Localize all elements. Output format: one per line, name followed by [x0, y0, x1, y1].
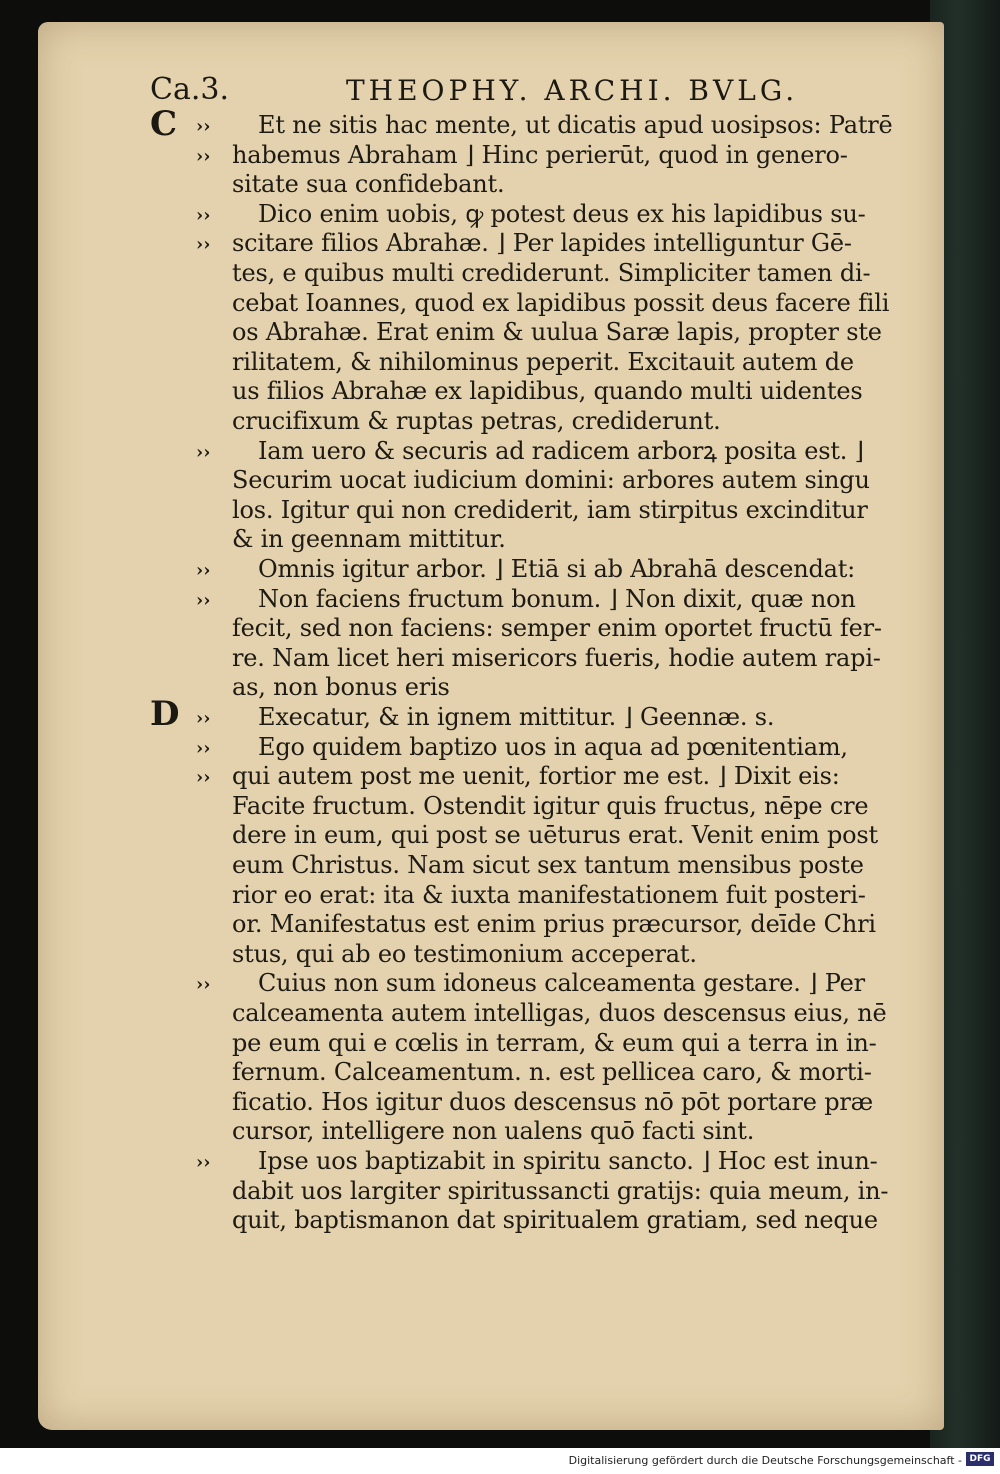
text-line: & in geennam mittitur.	[232, 525, 506, 554]
text-line: qui autem post me uenit, fortior me est. ⌋ Dixit eis:	[232, 762, 840, 791]
text-line: eum Christus. Nam sicut sex tantum mensibus poste	[232, 851, 864, 879]
text-line: crucifixum & ruptas petras, crediderunt.	[232, 407, 721, 435]
quote-marker: ››	[196, 145, 211, 167]
chapter-folio: Ca.3.	[150, 72, 229, 107]
quote-marker: ››	[196, 1152, 211, 1173]
running-head	[150, 72, 910, 112]
text-line: Ipse uos baptizabit in spiritu sancto. ⌋ Hoc est inun-	[258, 1147, 878, 1175]
quote-marker: ››	[196, 441, 211, 463]
text-line: quit, baptismanon dat spiritualem gratiam, sed neque	[232, 1206, 878, 1235]
text-line: dabit uos largiter spiritussancti gratijs: quia meum, in-	[232, 1176, 889, 1205]
text-line: dere in eum, qui post se uēturus erat. Venit enim post	[232, 821, 878, 850]
dfg-logo: DFG	[966, 1452, 994, 1466]
text-line: as, non bonus eris	[232, 673, 450, 702]
text-line: fecit, sed non faciens: semper enim oportet fructū fer-	[232, 614, 882, 643]
text-line: stus, qui ab eo testimonium acceperat.	[232, 939, 697, 968]
text-line: scitare filios Abrahæ. ⌋ Per lapides intelliguntur Gē-	[232, 229, 852, 258]
text-line: Et ne sitis hac mente, ut dicatis apud uosipsos: Patrē	[258, 111, 893, 139]
text-line: los. Igitur qui non crediderit, iam stirpitus excinditur	[232, 495, 868, 524]
text-line: Ego quidem baptizo uos in aqua ad pœnitentiam,	[258, 732, 848, 761]
text-line: rior eo erat: ita & iuxta manifestationem fuit posteri-	[232, 880, 866, 909]
quote-marker: ››	[196, 708, 211, 729]
text-line: tes, e quibus multi crediderunt. Simpliciter tamen di-	[232, 259, 871, 287]
text-line: or. Manifestatus est enim prius præcursor, deīde Chri	[232, 910, 876, 939]
text-line: ficatio. Hos igitur duos descensus nō pōt portare præ	[232, 1087, 874, 1116]
text-line: cursor, intelligere non ualens quō facti sint.	[232, 1117, 755, 1146]
footer-bar	[0, 1448, 1000, 1474]
text-line: Omnis igitur arbor. ⌋ Etiā si ab Abrahā descendat:	[258, 555, 856, 583]
text-line: fernum. Calceamentum. n. est pellicea caro, & morti-	[232, 1058, 872, 1087]
quote-marker: ››	[196, 974, 211, 996]
text-line: Non faciens fructum bonum. ⌋ Non dixit, quæ non	[258, 584, 856, 613]
quote-marker: ››	[196, 767, 211, 789]
text-line: Cuius non sum idoneus calceamenta gestare. ⌋ Per	[258, 969, 865, 998]
text-line: rilitatem, & nihilominus peperit. Excitauit autem de	[232, 347, 854, 376]
quote-marker: ››	[196, 204, 211, 226]
quote-marker: ››	[196, 234, 211, 256]
text-line: os Abrahæ. Erat enim & uulua Saræ lapis, propter ste	[232, 318, 882, 347]
margin-letter-d: D	[150, 694, 180, 734]
text-line: cebat Ioannes, quod ex lapidibus possit deus facere fili	[232, 288, 890, 317]
text-line: Securim uocat iudicium domini: arbores autem singu	[232, 466, 870, 495]
quote-marker: ››	[196, 737, 211, 759]
text-line: calceamenta autem intelligas, duos descensus eius, nē	[232, 999, 887, 1027]
quote-marker: ››	[196, 589, 211, 611]
text-line: habemus Abraham ⌋ Hinc perierūt, quod in genero-	[232, 140, 848, 169]
text-line: Iam uero & securis ad radicem arborꝝ posita est. ⌋	[258, 436, 864, 465]
funding-notice: Digitalisierung gefördert durch die Deutsche Forschungsgemeinschaft -	[568, 1454, 962, 1467]
text-line: pe eum qui e cœlis in terram, & eum qui a terra in in-	[232, 1028, 877, 1057]
text-line: us filios Abrahæ ex lapidibus, quando multi uidentes	[232, 377, 863, 406]
text-line: re. Nam licet heri misericors fueris, hodie autem rapi-	[232, 643, 881, 672]
text-line: Execatur, & in ignem mittitur. ⌋ Geennæ. s.	[258, 703, 775, 731]
quote-marker: ››	[196, 116, 211, 137]
text-line: Dico enim uobis, ꝙ potest deus ex his lapidibus su-	[258, 199, 866, 228]
text-line: sitate sua confidebant.	[232, 170, 505, 199]
margin-letter-c: C	[150, 104, 178, 144]
quote-marker: ››	[196, 560, 211, 581]
running-title: THEOPHY. ARCHI. BVLG.	[346, 74, 799, 107]
text-line: Facite fructum. Ostendit igitur quis fructus, nēpe cre	[232, 791, 869, 820]
